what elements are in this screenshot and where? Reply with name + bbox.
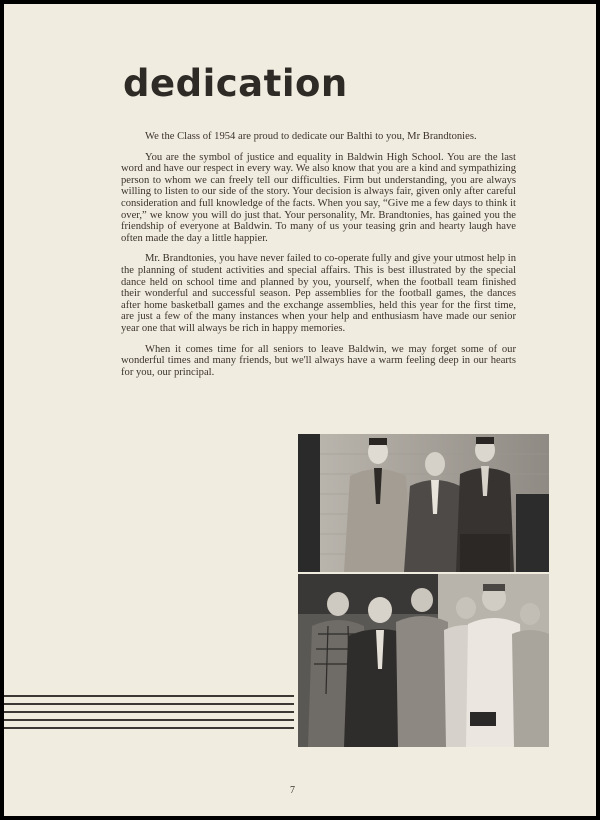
decorative-rule-1 — [4, 695, 294, 697]
show-through-background — [64, 589, 75, 633]
photo-principal-with-students — [298, 434, 549, 572]
decorative-rule-4 — [4, 719, 294, 721]
photo-principal-with-group — [298, 574, 549, 747]
decorative-rule-5 — [4, 727, 294, 729]
paragraph-4: When it comes time for all seniors to leave Baldwin, we may forget some of our wonderful times and many friends, but we'll always have a warm feeling deep in our hearts for you, our principal. — [121, 343, 516, 378]
page-number: 7 — [290, 785, 295, 796]
decorative-rule-2 — [4, 703, 294, 705]
decorative-rule-3 — [4, 711, 294, 713]
paragraph-3: Mr. Brandtonies, you have never failed to co-operate fully and give your utmost help in the planning of student activities and special affairs. This is best illustrated by the special dance held on school time and planned by you, yourself, when the football team finished their wonderful and successful season. Pep assemblies for the football games, the dances after home basketball games and the exchange assemblies, held this year for the first time, are just a few of the many instances when your help and enthusiasm have made our senior year one that will always be rich in happy memories. — [121, 253, 516, 334]
yearbook-page — [4, 4, 596, 816]
dedication-text — [121, 131, 516, 387]
paragraph-2: You are the symbol of justice and equality in Baldwin High School. You are the last word and have our respect in every way. We also know that you are a kind and sympathizing person to whom we can freely tell our difficulties. Firm but understanding, you are always willing to listen to our side of the story. Your decision is always fair, given only after careful consideration and full knowledge of the facts. When you say, “Give me a few days to think it over,” we know you will do just that. Your personality, Mr. Brandtonies, has gained you the friendship of everyone at Baldwin. To many of us your teasing grin and hearty laugh have often made the day a little happier. — [121, 151, 516, 244]
page-title: dedication — [123, 62, 348, 105]
paragraph-1: We the Class of 1954 are proud to dedicate our Balthi to you, Mr Brandtonies. — [145, 131, 477, 142]
